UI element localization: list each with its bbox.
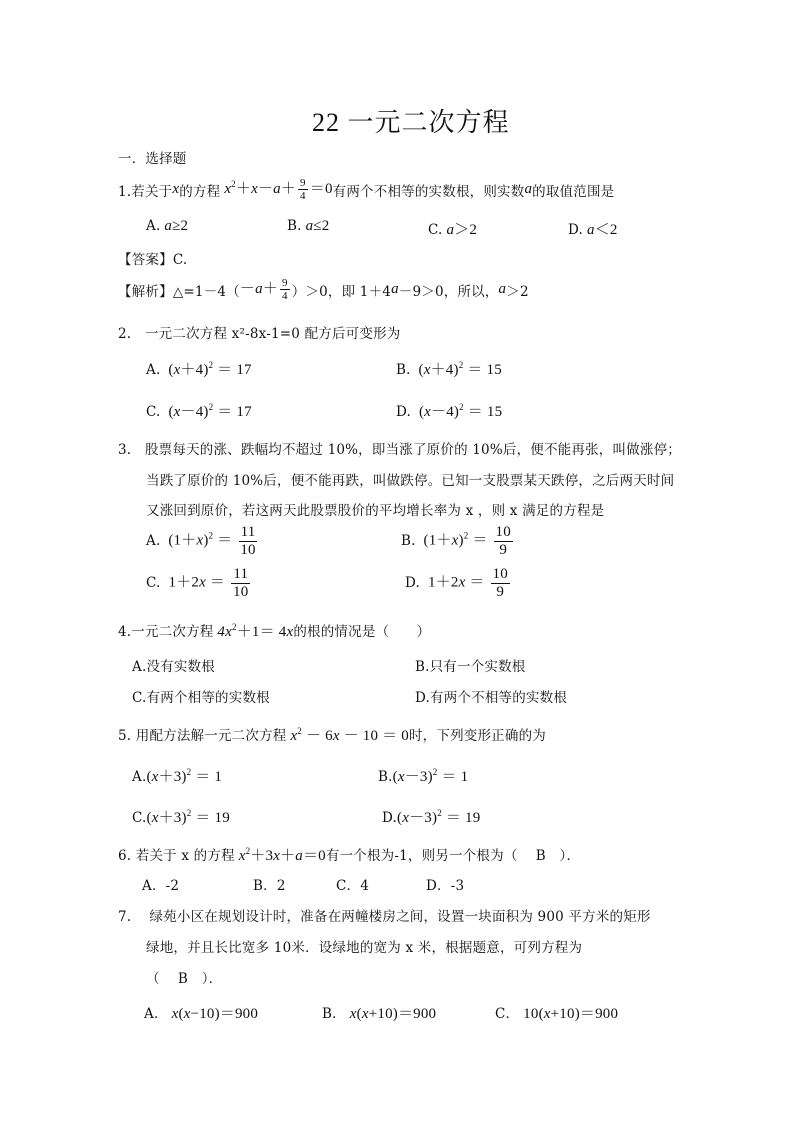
q1-stem-a: 1.若关于	[118, 183, 173, 200]
q7-option-b[interactable]: B． x(x+10)＝900	[322, 1006, 437, 1022]
question-5: 5. 用配方法解一元二次方程 $x^2 - 6x - 10 = 0$时，下列变形正确的为	[118, 726, 546, 744]
question-2: 2. 一元二次方程 x²-8x-1=0 配方后可变形为	[118, 326, 401, 342]
q1-option-b[interactable]: B. a≤2	[287, 218, 330, 234]
q1-stem-b: 的方程	[179, 183, 221, 200]
q6-option-c[interactable]: C．4	[336, 878, 370, 894]
q5-option-a[interactable]: $A.(x+3)^2 = 1$	[132, 767, 223, 785]
q1-analysis: 【解析】 △=1－4（ －a＋ $\frac{9}{4}$ ）＞0，即 1＋4 a －9＞0，所以， a ＞2	[118, 277, 529, 303]
q1-stem-c: 有两个不相等的实数根，则实数	[332, 183, 525, 200]
q3-option-a[interactable]: A. $(1+x)^2$ ＝ $\frac{11}{10}$	[146, 524, 256, 558]
q6-option-a[interactable]: A．-2	[142, 878, 180, 894]
q1-option-a[interactable]: A. a≥2	[146, 218, 189, 234]
q6-option-b[interactable]: B．2	[253, 878, 286, 894]
q5-option-b[interactable]: $B.(x-3)^2 = 1$	[378, 767, 469, 785]
q4-option-b[interactable]: B.只有一个实数根	[415, 659, 526, 675]
q2-option-c[interactable]: C. $(x-4)^2 = 17$	[146, 402, 252, 420]
q1-equation: $x^2+x-a+$ $\frac{9}{4}$ ＝0	[224, 177, 333, 203]
section-heading: 一．选择题	[118, 151, 187, 167]
q1-option-c[interactable]: C. a＞2	[428, 222, 478, 238]
q7-line-3: （ B ）．	[146, 971, 223, 987]
q1-answer: 【答案】C.	[118, 252, 188, 268]
q1-stem-d: 的取值范围是	[532, 183, 615, 200]
q7-line-2: 绿地，并且长比宽多 10米．设绿地的宽为 x 米，根据题意，可列方程为	[146, 940, 583, 956]
q4-option-d[interactable]: D.有两个不相等的实数根	[415, 690, 568, 706]
q7-option-a[interactable]: A． x(x−10)＝900	[144, 1006, 259, 1022]
q5-option-c[interactable]: $C.(x+3)^2 = 19$	[132, 808, 230, 826]
q1-var-x: x	[172, 181, 180, 198]
q3-line-1: 3. 股票每天的涨、跌幅均不超过 10%，即当涨了原价的 10%后，便不能再张，叫做涨停；	[118, 442, 681, 458]
question-6: 6. 若关于 x 的方程 $x^2+3x+a=0$有一个根为-1，则另一个根为（ B ）．	[118, 846, 581, 864]
q2-option-b[interactable]: B. $(x+4)^2 = 15$	[396, 360, 502, 378]
page-title: 22 一元二次方程	[312, 108, 510, 137]
q3-line-3: 又涨回到原价，若这两天此股票股价的平均增长率为 x ，则 x 满足的方程是	[146, 503, 605, 519]
q3-option-b[interactable]: B. $(1+x)^2$ ＝ $\frac{10}{9}$	[401, 524, 511, 558]
q3-option-d[interactable]: D. 1＋2x ＝ $\frac{10}{9}$	[405, 566, 508, 600]
q4-option-a[interactable]: A.没有实数根	[132, 659, 215, 675]
q1-option-d[interactable]: D. a＜2	[568, 222, 618, 238]
q6-option-d[interactable]: D．-3	[426, 878, 465, 894]
q2-option-a[interactable]: A. $(x+4)^2 = 17$	[146, 360, 252, 378]
q3-option-c[interactable]: C. 1＋2x ＝ $\frac{11}{10}$	[146, 566, 249, 600]
q5-option-d[interactable]: $D.(x-3)^2 = 19$	[382, 808, 481, 826]
q7-option-c[interactable]: C． 10(x+10)＝900	[495, 1006, 619, 1022]
q3-line-2: 当跌了原价的 10%后，便不能再跌，叫做跌停。已知一支股票某天跌停，之后两天时间	[146, 473, 675, 489]
question-1	[118, 177, 614, 202]
q4-option-c[interactable]: C.有两个相等的实数根	[132, 690, 270, 706]
q2-option-d[interactable]: D. $(x-4)^2 = 15$	[396, 402, 503, 420]
q1-var-a: a	[524, 181, 533, 198]
question-4: 4.一元二次方程 $4x^2+1= 4x$的根的情况是（ ）	[118, 622, 431, 640]
q7-line-1: 7. 绿苑小区在规划设计时，准备在两幢楼房之间，设置一块面积为 900 平方米的矩形	[118, 909, 651, 925]
